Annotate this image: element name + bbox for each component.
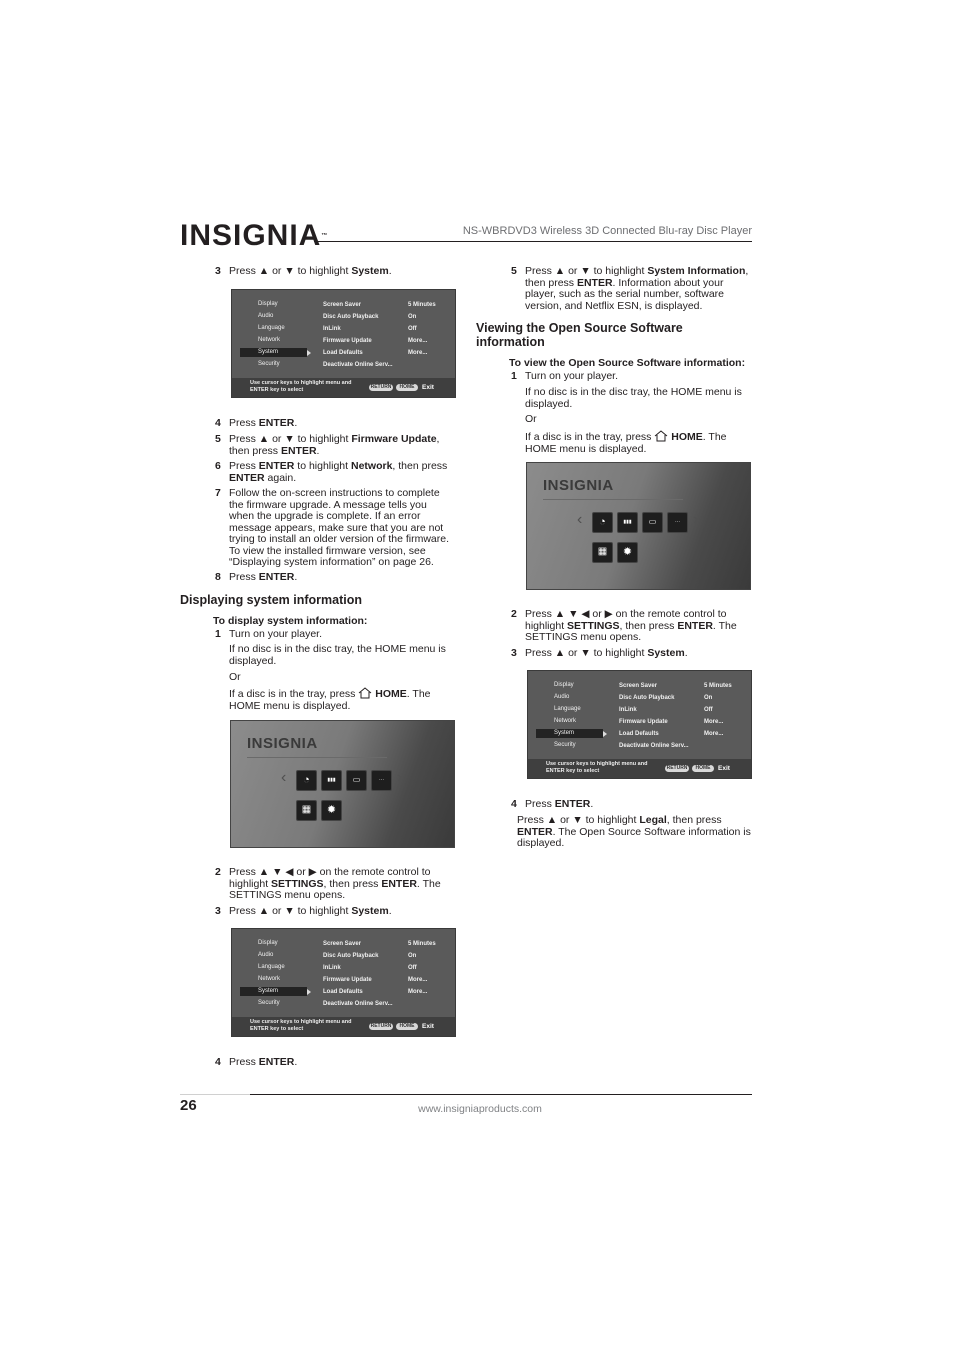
disc-icon: ▭ — [352, 775, 361, 784]
value-load-defaults: More... — [704, 731, 724, 737]
return-pill: RETURN — [370, 1023, 392, 1029]
option-screen-saver: Screen Saver — [323, 941, 362, 947]
document-title: NS-WBRDVD3 Wireless 3D Connected Blu-ray Disc Player — [462, 225, 752, 237]
home-screenshot-1 — [230, 720, 455, 848]
apps-tile — [592, 542, 613, 563]
paragraph-disc-in-tray: If a disc is in the tray, press HOME. The HOME menu is displayed. — [229, 688, 431, 712]
menu-audio: Audio — [554, 694, 570, 700]
grid-icon: ▦ — [597, 546, 608, 557]
option-disc-auto-playback: Disc Auto Playback — [619, 695, 675, 701]
option-firmware-update: Firmware Update — [323, 977, 372, 983]
or-text-right: Or — [525, 413, 537, 425]
menu-system: System — [258, 988, 279, 994]
settings-screenshot-1 — [231, 289, 456, 398]
value-inlink: Off — [704, 707, 713, 713]
value-screen-saver: 5 Minutes — [408, 302, 436, 308]
return-pill: RETURN — [370, 384, 392, 390]
menu-language: Language — [554, 706, 581, 712]
hint-text: Use cursor keys to highlight menu and ENTER key to select — [250, 380, 352, 393]
option-screen-saver: Screen Saver — [323, 302, 362, 308]
option-load-defaults: Load Defaults — [323, 989, 363, 995]
disc-icon: ▭ — [648, 517, 657, 526]
grid-icon: ▦ — [301, 804, 312, 815]
settings-tile — [617, 542, 638, 563]
disc-tile — [346, 770, 367, 791]
gear-icon: ✹ — [326, 804, 337, 816]
value-screen-saver: 5 Minutes — [408, 941, 436, 947]
chevron-right-icon: › — [397, 769, 403, 786]
value-firmware-update: More... — [704, 719, 724, 725]
netflix-tile — [321, 770, 342, 791]
exit-label: Exit — [718, 765, 730, 772]
option-deactivate-online: Deactivate Online Serv... — [619, 743, 689, 749]
option-deactivate-online: Deactivate Online Serv... — [323, 362, 393, 368]
exit-label: Exit — [422, 384, 434, 391]
value-firmware-update: More... — [408, 977, 428, 983]
settings-screenshot-3 — [527, 670, 752, 779]
menu-language: Language — [258, 964, 285, 970]
home-icon — [358, 687, 372, 699]
value-firmware-update: More... — [408, 338, 428, 344]
footer-url: www.insigniaproducts.com — [418, 1103, 542, 1115]
menu-network: Network — [554, 718, 577, 724]
menu-display: Display — [258, 301, 278, 307]
disc-tile — [642, 512, 663, 533]
heading-open-source-software: Viewing the Open Source Software information — [476, 321, 683, 349]
value-disc-auto-playback: On — [408, 314, 417, 320]
option-load-defaults: Load Defaults — [619, 731, 659, 737]
page-number: 26 — [180, 1097, 197, 1114]
cinemanow-icon: ··· — [379, 777, 384, 783]
netflix-icon: ▮▮▮ — [623, 519, 632, 525]
subheading-view-open-source: To view the Open Source Software information: — [509, 357, 746, 369]
footer-rule-left — [180, 1094, 250, 1095]
option-deactivate-online: Deactivate Online Serv... — [323, 1001, 393, 1007]
home-pill: HOME — [692, 765, 714, 772]
pandora-tile — [296, 770, 317, 791]
paragraph-legal: Press ▲ or ▼ to highlight Legal, then press ENTER. The Open Source Software information is displayed. — [517, 814, 751, 849]
menu-security: Security — [554, 742, 576, 748]
home-logo-rule — [247, 757, 387, 758]
or-text: Or — [229, 671, 241, 683]
subheading-display-system-information: To display system information: — [213, 615, 368, 627]
settings-screenshot-2 — [231, 928, 456, 1037]
menu-audio: Audio — [258, 952, 274, 958]
dial-icon: ◔ — [303, 774, 310, 786]
menu-arrow — [603, 731, 607, 737]
home-pill: HOME — [396, 1023, 418, 1030]
dial-icon: ◔ — [599, 516, 606, 528]
value-disc-auto-playback: On — [704, 695, 713, 701]
menu-system: System — [554, 730, 575, 736]
chevron-left-icon: ‹ — [577, 511, 583, 528]
header-rule — [314, 241, 752, 242]
apps-tile — [296, 800, 317, 821]
insignia-logo: INSIGNIA™ — [180, 219, 328, 252]
cinemanow-icon: ··· — [675, 519, 680, 525]
option-inlink: InLink — [323, 326, 341, 332]
value-load-defaults: More... — [408, 989, 428, 995]
option-screen-saver: Screen Saver — [619, 683, 658, 689]
settings-tile — [321, 800, 342, 821]
chevron-left-icon: ‹ — [281, 769, 287, 786]
option-load-defaults: Load Defaults — [323, 350, 363, 356]
paragraph-disc-in-tray-right: If a disc is in the tray, press HOME. The HOME menu is displayed. — [525, 431, 727, 455]
menu-security: Security — [258, 361, 280, 367]
option-disc-auto-playback: Disc Auto Playback — [323, 314, 379, 320]
menu-display: Display — [258, 940, 278, 946]
option-inlink: InLink — [323, 965, 341, 971]
home-icon — [654, 430, 668, 442]
home-screenshot-2 — [526, 462, 751, 590]
option-inlink: InLink — [619, 707, 637, 713]
hint-text: Use cursor keys to highlight menu and ENTER key to select — [250, 1019, 352, 1032]
menu-language: Language — [258, 325, 285, 331]
option-firmware-update: Firmware Update — [323, 338, 372, 344]
home-logo-rule — [543, 499, 683, 500]
menu-display: Display — [554, 682, 574, 688]
menu-system: System — [258, 349, 279, 355]
value-load-defaults: More... — [408, 350, 428, 356]
paragraph-no-disc: If no disc is in the disc tray, the HOME menu is displayed. — [229, 643, 446, 667]
menu-network: Network — [258, 976, 281, 982]
gear-icon: ✹ — [622, 546, 633, 558]
netflix-tile — [617, 512, 638, 533]
exit-label: Exit — [422, 1023, 434, 1030]
pandora-tile — [592, 512, 613, 533]
menu-audio: Audio — [258, 313, 274, 319]
home-pill: HOME — [396, 384, 418, 391]
value-inlink: Off — [408, 326, 417, 332]
cinemanow-tile — [371, 770, 392, 791]
home-logo: INSIGNIA — [543, 477, 614, 494]
cinemanow-tile — [667, 512, 688, 533]
home-logo: INSIGNIA — [247, 735, 318, 752]
hint-text: Use cursor keys to highlight menu and ENTER key to select — [546, 761, 648, 774]
return-pill: RETURN — [666, 765, 688, 771]
option-firmware-update: Firmware Update — [619, 719, 668, 725]
heading-displaying-system-information: Displaying system information — [180, 593, 362, 607]
menu-security: Security — [258, 1000, 280, 1006]
menu-network: Network — [258, 337, 281, 343]
chevron-right-icon: › — [693, 511, 699, 528]
value-disc-auto-playback: On — [408, 953, 417, 959]
value-inlink: Off — [408, 965, 417, 971]
menu-arrow — [307, 350, 311, 356]
option-disc-auto-playback: Disc Auto Playback — [323, 953, 379, 959]
footer-rule — [250, 1094, 752, 1095]
netflix-icon: ▮▮▮ — [327, 777, 336, 783]
menu-arrow — [307, 989, 311, 995]
paragraph-no-disc-right: If no disc is in the disc tray, the HOME menu is displayed. — [525, 386, 742, 410]
value-screen-saver: 5 Minutes — [704, 683, 732, 689]
